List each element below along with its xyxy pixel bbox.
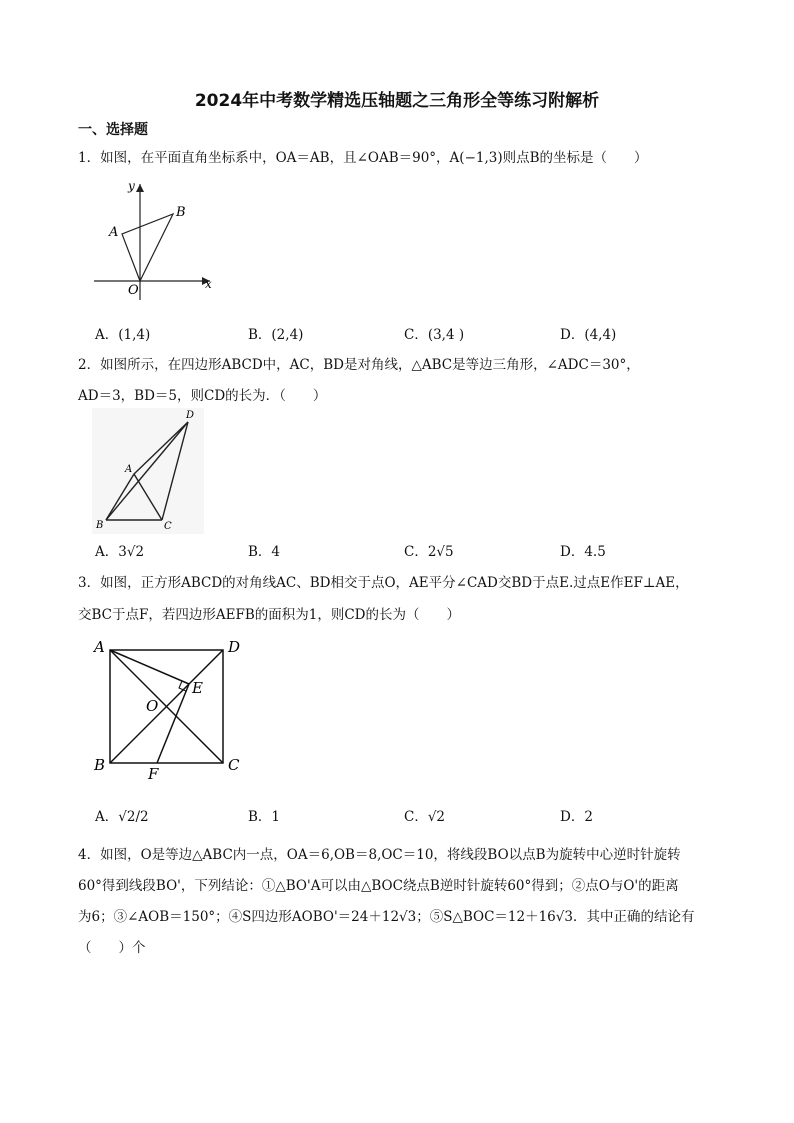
q3-option-a: A．√2/2 (95, 809, 149, 825)
question-4-line-2: 60°得到线段BO'，下列结论：①△BO'A可以由△BOC绕点B逆时针旋转60°得到；②点O与O'的距离 (78, 878, 679, 894)
point-c-label: C (164, 521, 172, 532)
point-a-label: A (109, 225, 119, 240)
q3-option-b: B．1 (248, 809, 281, 825)
page-title: 2024年中考数学精选压轴题之三角形全等练习附解析 (194, 91, 600, 111)
q2-option-a: A．3√2 (95, 544, 145, 560)
segment-ae (110, 650, 189, 684)
q2-option-c: C．2√5 (404, 544, 454, 560)
q3-option-c: C．√2 (404, 809, 446, 825)
q2-option-b: B．4 (248, 544, 281, 560)
point-b-label: B (176, 205, 186, 220)
question-4-line-3: 为6；③∠AOB＝150°；④S四边形AOBO'＝24＋12√3；⑤S△BOC＝12＋16√3．其中正确的结论有 (78, 909, 695, 925)
q3-option-d: D．2 (560, 809, 593, 825)
q2-option-d: D．4.5 (560, 544, 606, 560)
q1-option-a: A．(1,4) (95, 327, 151, 343)
q3-square-figure (90, 634, 250, 784)
point-o-label: O (128, 283, 139, 298)
point-d-label: D (186, 410, 195, 421)
q1-option-d: D．(4,4) (560, 327, 617, 343)
point-e-label: E (192, 679, 203, 697)
question-1-text: 1．如图，在平面直角坐标系中，OA＝AB，且∠OAB＝90°，A(−1,3)则点B的坐标是（ ） (78, 150, 648, 166)
q2-quadrilateral-figure (92, 408, 204, 534)
section-heading: 一、选择题 (78, 122, 148, 138)
point-c-label: C (228, 756, 240, 774)
point-b-label: B (94, 756, 106, 774)
triangle-oab (122, 214, 173, 281)
point-f-label: F (148, 765, 159, 783)
question-3-line-2: 交BC于点F，若四边形AEFB的面积为1，则CD的长为（ ） (78, 607, 461, 623)
question-2-line-1: 2．如图所示，在四边形ABCD中，AC，BD是对角线，△ABC是等边三角形，∠ADC＝30°， (78, 357, 640, 373)
q1-option-b: B．(2,4) (248, 327, 304, 343)
q1-option-c: C．(3,4 ) (404, 327, 465, 343)
y-label: y (128, 179, 135, 193)
question-3-line-1: 3．如图，正方形ABCD的对角线AC、BD相交于点O，AE平分∠CAD交BD于点E.过点E作EF⊥AE， (78, 575, 689, 591)
question-4-line-1: 4．如图，O是等边△ABC内一点，OA＝6,OB＝8,OC＝10，将线段BO以点B为旋转中心逆时针旋转 (78, 847, 681, 863)
q1-coordinate-figure (88, 176, 223, 304)
x-label: x (205, 277, 212, 291)
point-a-label: A (125, 464, 133, 475)
point-a-label: A (94, 638, 105, 656)
y-axis-arrow (136, 184, 144, 192)
point-o-label: O (146, 697, 159, 715)
point-d-label: D (228, 638, 241, 656)
question-4-line-4: （ ）个 (78, 940, 146, 956)
question-2-line-2: AD＝3，BD＝5，则CD的长为．（ ） (78, 388, 327, 404)
point-b-label: B (96, 520, 104, 531)
